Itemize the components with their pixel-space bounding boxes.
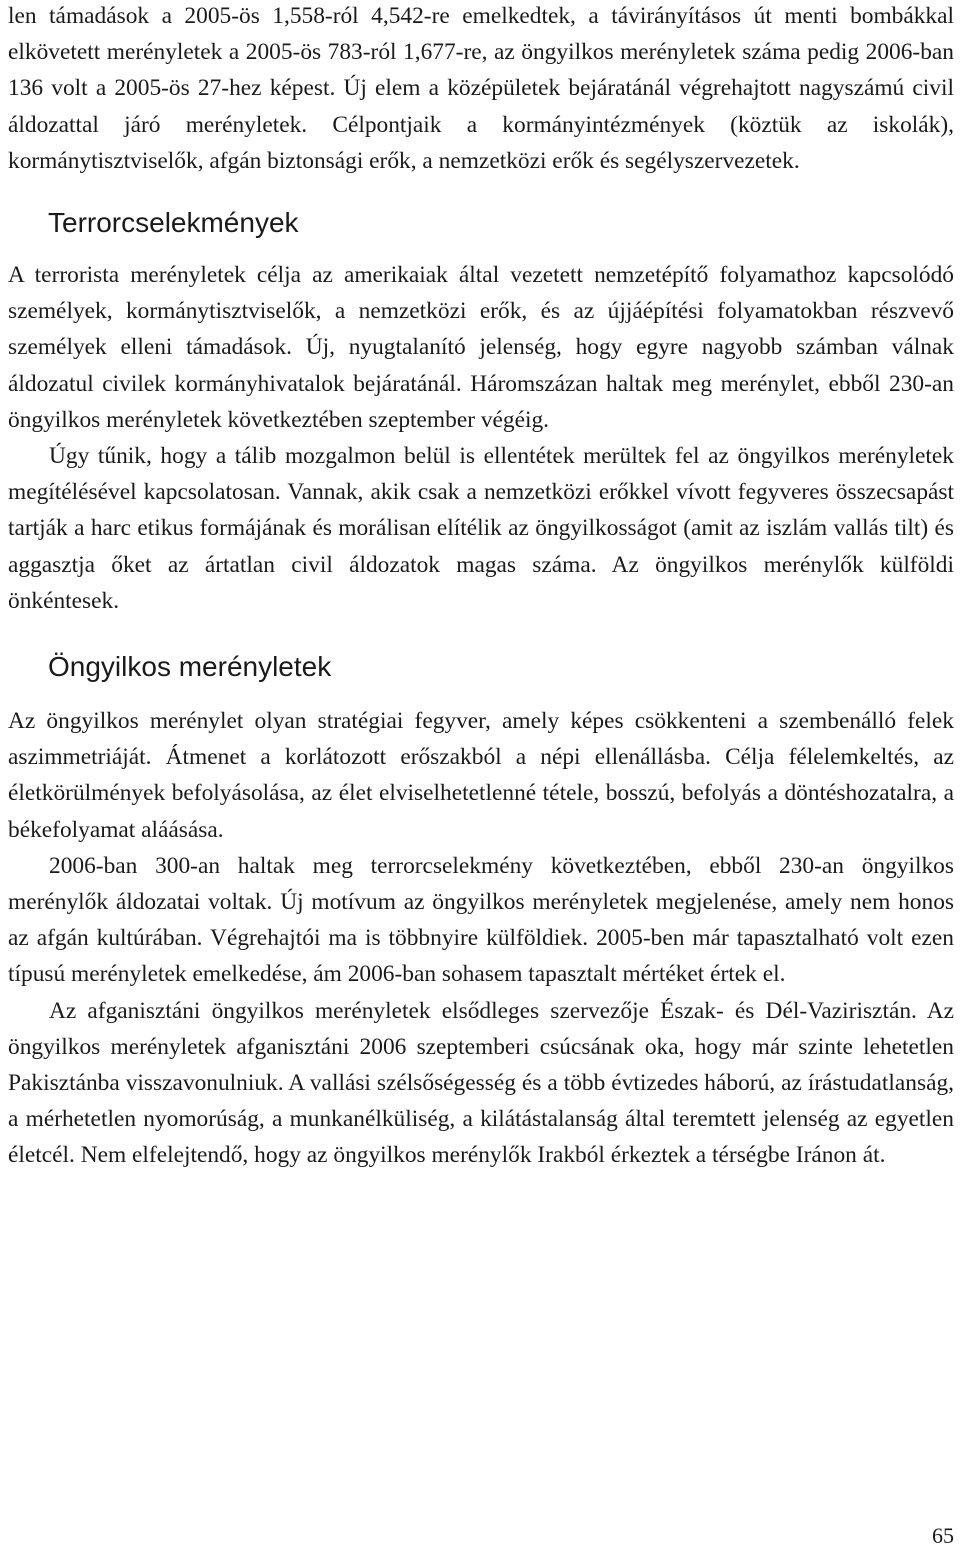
page-number: 65: [932, 1523, 954, 1548]
paragraph-ongy-1: Az öngyilkos merénylet olyan stratégiai fegyver, amely képes csökkenteni a szembenálló felek aszimmetriáját. Átmenet a korlátozott erőszakból a népi ellenállásba. Célja félelemkeltés, az életkörülmények befolyásolása, az élet elviselhetetlenné tétele, bosszú, befolyás a döntéshozatalra, a békefolyamat aláásása.: [8, 708, 954, 843]
section-heading-ongyilkos-merenyletek: Öngyilkos merényletek: [48, 651, 332, 683]
paragraph-terror-2: Úgy tűnik, hogy a tálib mozgalmon belül is ellentétek merültek fel az öngyilkos merényletek megítélésével kapcsolatosan. Vannak, akik csak a nemzetközi erőkkel vívott fegyveres összecsapást tartják a harc etikus formájának és morálisan elítélik az öngyilkosságot (amit az iszlám vallás tilt) és aggasztja őket az ártatlan civil áldozatok magas száma. Az öngyilkos merénylők külföldi önkéntesek.: [8, 443, 954, 614]
paragraph-terror-1: A terrorista merényletek célja az amerikaiak által vezetett nemzetépítő folyamathoz kapcsolódó személyek, kormánytisztviselők, a nemzetközi erők, és az újjáépítési folyamatokban részvevő személyek elleni támadások. Új, nyugtalanító jelenség, hogy egyre nagyobb számban válnak áldozatul civilek kormányhivatalok bejáratánál. Háromszázan haltak meg merénylet, ebből 230-an öngyilkos merényletek következtében szeptember végéig.: [8, 262, 954, 433]
lead-paragraph: len támadások a 2005-ös 1,558-ról 4,542-re emelkedtek, a távirányításos út menti bombákkal elkövetett merényletek a 2005-ös 783-ról 1,677-re, az öngyilkos merényletek száma pedig 2006-ban 136 volt a 2005-ös 27-hez képest. Új elem a középületek bejáratánál végrehajtott nagyszámú civil áldozattal járó merényletek. Célpontjaik a kormányintézmények (köztük az iskolák), kormánytisztviselők, afgán biztonsági erők, a nemzetközi erők és segélyszervezetek.: [8, 3, 954, 174]
document-page: [8, 0, 954, 1174]
paragraph-ongy-2: 2006-ban 300-an haltak meg terrorcselekmény következtében, ebből 230-an öngyilkos merénylők áldozatai voltak. Új motívum az öngyilkos merényletek megjelenése, amely nem honos az afgán kultúrában. Végrehajtói ma is többnyire külföldiek. 2005-ben már tapasztalható volt ezen típusú merényletek emelkedése, ám 2006-ban sohasem tapasztalt mértéket értek el.: [8, 852, 954, 988]
section-heading-terrorcselekmenyek: Terrorcselekmények: [48, 207, 299, 239]
paragraph-ongy-3: Az afganisztáni öngyilkos merényletek elsődleges szervezője Észak- és Dél-Vazirisztán. Az öngyilkos merényletek afganisztáni 2006 szeptemberi csúcsának oka, hogy már szinte lehetetlen Pakisztánba visszavonulniuk. A vallási szélsőségesség és a több évtizedes háború, az írástudatlanság, a mérhetetlen nyomorúság, a munkanélküliség, a kilátástalanság által teremtett jelenség az egyetlen életcél. Nem elfelejtendő, hogy az öngyilkos merénylők Irakból érkeztek a térségbe Iránon át.: [8, 997, 954, 1169]
